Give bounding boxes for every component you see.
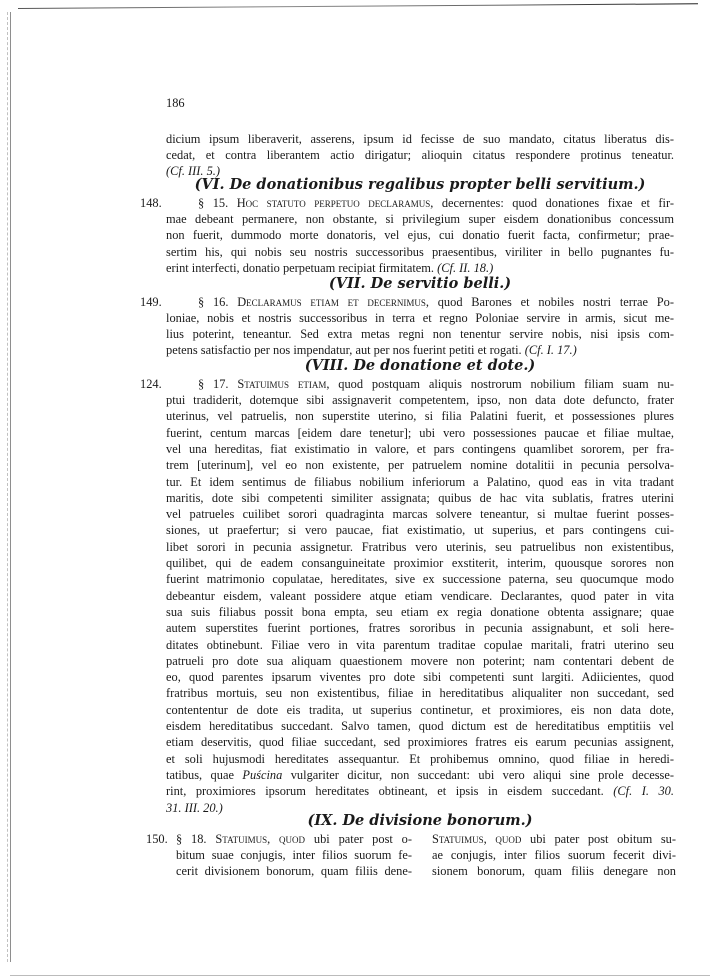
text-line: fuerint matrimonio copulatae, hereditates, sive ex successione paterna, seu quocumque modo — [166, 572, 674, 587]
text-line: etiam deservitis, quod filiae succedant, sed proximiores fratres eis earum pecunias assignent, — [166, 735, 674, 750]
margin-number: 150. — [146, 832, 168, 846]
left-column-first-line — [176, 831, 412, 847]
text-line: fuerint, centum marcas [eidem dare tenetur]; ubi vero possessiones paucae et filiae multae, — [166, 425, 674, 440]
scan-edge-bottom — [10, 975, 710, 976]
text-line: non fuerit, dummodo morte donatoris, vel ejus, cui donatio fuerit facta, confirmetur; prae- — [166, 228, 674, 242]
text-line: debeantur eisdem, valeant possidere atque etiam vendicare. Declarantes, quod pater in vita — [166, 588, 674, 603]
section-heading: (VI. De donationibus regalibus propter belli servitium.) — [194, 176, 646, 193]
text-fragment: , decernentes: quod donationes fixae et fir- — [430, 196, 675, 210]
text-line: sua suis filiabus possit bona empta, seu etiam ex regia donatione obtenta assignare; quae — [166, 604, 674, 619]
text-line: mae debeant permanere, non obstante, si privilegium super eisdem donationibus concessum — [166, 212, 674, 226]
text-line — [166, 260, 674, 276]
cross-reference: (Cf. III. 5.) — [166, 164, 221, 178]
margin-number: 149. — [140, 295, 162, 309]
text-line: ditates obtinebunt. Filiae vero in vita parentum traditae copulae maritali, fratri uterino seu — [166, 637, 674, 652]
text-line: maritis, dote sibi competenti similiter assignata; quibus de hac vita sublatis, fratres uterini — [166, 490, 674, 505]
paragraph-label: § 17. — [198, 377, 229, 391]
incipit: Statuimus, quod — [432, 832, 522, 846]
text-fragment: rint, proximiores ipsorum hereditates obtineant, et ipsis in eisdem succedant. — [166, 784, 604, 799]
text-line: uterinus, vel patruelis, non superstite uterino, si filia Palatini fuerit, et possessiones plures — [166, 409, 674, 424]
scan-edge-left — [7, 12, 11, 962]
text-line: sertim his, qui nobis seu nostris successoribus praesentibus, viriliter in bello pugnantes fu- — [166, 245, 674, 259]
text-line: trem [uterinum], vel eo non existente, per patruelem nomine dotalitii in pecunia persolva- — [166, 458, 674, 473]
margin-number: 148. — [140, 196, 162, 210]
incipit: Declaramus etiam et decernimus — [237, 295, 426, 309]
cross-reference: 31. III. 20.) — [166, 800, 223, 815]
paragraph-label: § 18. — [176, 832, 207, 846]
paragraph-label: § 15. — [198, 196, 229, 210]
text-fragment: erint interfecti, donatio perpetuam recipiat firmitatem. — [166, 261, 435, 275]
margin-number: 124. — [140, 377, 162, 391]
text-line: ptui tradiderit, dotemque sibi assignaverit competentem, ipso, non data dote defuncto, frater — [166, 393, 674, 407]
text-fragment: , quod Barones et nobiles nostri terrae Po- — [425, 295, 674, 309]
text-line: dicium ipsum liberaverit, asserens, ipsum id fecisse de suo mandato, citatus liberatus dis- — [166, 132, 674, 146]
section-heading: (IX. De divisione bonorum.) — [307, 812, 533, 829]
text-line — [166, 767, 674, 783]
left-column-line: bitum suae conjugis, inter filios suorum fe- — [176, 848, 412, 862]
text-fragment: tatibus, quae — [166, 767, 243, 782]
text-line: vel patrueles cuilibet sorori quadraginta marcas solvere teneantur, si multae fuerint posses- — [166, 507, 674, 522]
left-column-line: cerit divisionem bonorum, quam filiis dene- — [176, 864, 412, 878]
incipit: Hoc statuto perpetuo declaramus — [236, 196, 431, 210]
emphasized-term: Puścina — [242, 767, 283, 782]
cross-reference: (Cf. II. 18.) — [437, 261, 494, 275]
right-column-first-line — [432, 831, 676, 847]
text-line: cedat, et contra liberantem actio dirigatur; alioquin citatus respondere protinus teneatur. — [166, 148, 674, 162]
text-fragment: vulgariter dicitur, non succedant: ubi vero aliqui sine prole decesse- — [282, 767, 674, 782]
text-fragment: ubi pater post obitum su- — [521, 832, 676, 846]
cross-reference: (Cf. I. 30. — [613, 784, 674, 799]
text-line: lius poterint, teneantur. Sed extra metas regni non tenentur servire nobis, nisi ipsis com- — [166, 327, 674, 341]
text-line: et soli hujusmodi hereditates assequantur. Et prohibemus omnino, quod filiae in heredi- — [166, 751, 674, 766]
paragraph-first-line — [198, 195, 674, 211]
paragraph-first-line — [198, 376, 674, 392]
text-line: eisdem hereditatibus succedant. Salvo tamen, quod dictum est de hereditatibus emptitiis vel — [166, 719, 674, 733]
text-line: quilibet, qui de eadem consanguineitate proximior exstiterit, interim, quousque sorores non — [166, 556, 674, 570]
text-line — [166, 783, 674, 799]
text-line: autem superstites fuerint portiones, fratres sororibus in pecunia assignabunt, et soli here- — [166, 621, 674, 636]
text-fragment: ubi pater post o- — [305, 832, 413, 846]
scan-edge-top — [18, 3, 698, 9]
text-line: fratribus mortuis, seu non existentibus, filiae in hereditatibus aliqualiter non succedant, sed — [166, 686, 674, 701]
section-heading: (VIII. De donatione et dote.) — [304, 357, 536, 374]
text-fragment: , quod postquam aliquis nostrorum nobilium filiam suam nu- — [326, 377, 675, 391]
text-fragment: petens satisfactio per nos impendatur, aut per nos fuerint petiti et rogati. — [166, 343, 522, 357]
incipit: Statuimus, quod — [215, 832, 306, 846]
text-line: patrueli pro dote sua aliquam quaestionem movere non poterint; nam contentari debent de — [166, 653, 674, 668]
right-column-line: ae conjugis, inter filios suorum fecerit divi- — [432, 848, 676, 862]
paragraph-first-line — [198, 294, 674, 310]
text-line: eo, quod parentes ipsarum viventes pro dote sibi competenti sunt largiti. Adiicientes, quod — [166, 670, 674, 685]
text-line: tur. Et idem sentimus de filiabus nobilium inferiorum a Palatino, quod eas in vita tradant — [166, 474, 674, 489]
paragraph-label: § 16. — [198, 295, 229, 309]
text-line — [166, 342, 674, 358]
page-number: 186 — [166, 96, 185, 110]
text-line: contententur de dote eis tradita, ut superius continetur, et proximiores, eis non data dote, — [166, 702, 674, 717]
incipit: Statuimus etiam — [237, 377, 327, 391]
text-line: siones, ut praefertur; si vero paucae, fiat existimatio, ut superius, et pars contingens cui- — [166, 523, 674, 538]
section-heading: (VII. De servitio belli.) — [328, 275, 512, 292]
text-line: libet sorori in pecunia assignetur. Fratribus vero uterinis, seu patruelibus non existentibus, — [166, 539, 674, 554]
cross-reference: (Cf. I. 17.) — [524, 343, 577, 357]
right-column-line: sionem bonorum, quam filiis denegare non — [432, 864, 676, 878]
text-line: loniae, nobis et nostris successoribus in terra et regno Poloniae servire in armis, sicut me- — [166, 311, 674, 325]
text-line: vel una hereditas, fiat existimatio in valore, et pars contingens quamlibet sororem, per fra- — [166, 441, 674, 456]
